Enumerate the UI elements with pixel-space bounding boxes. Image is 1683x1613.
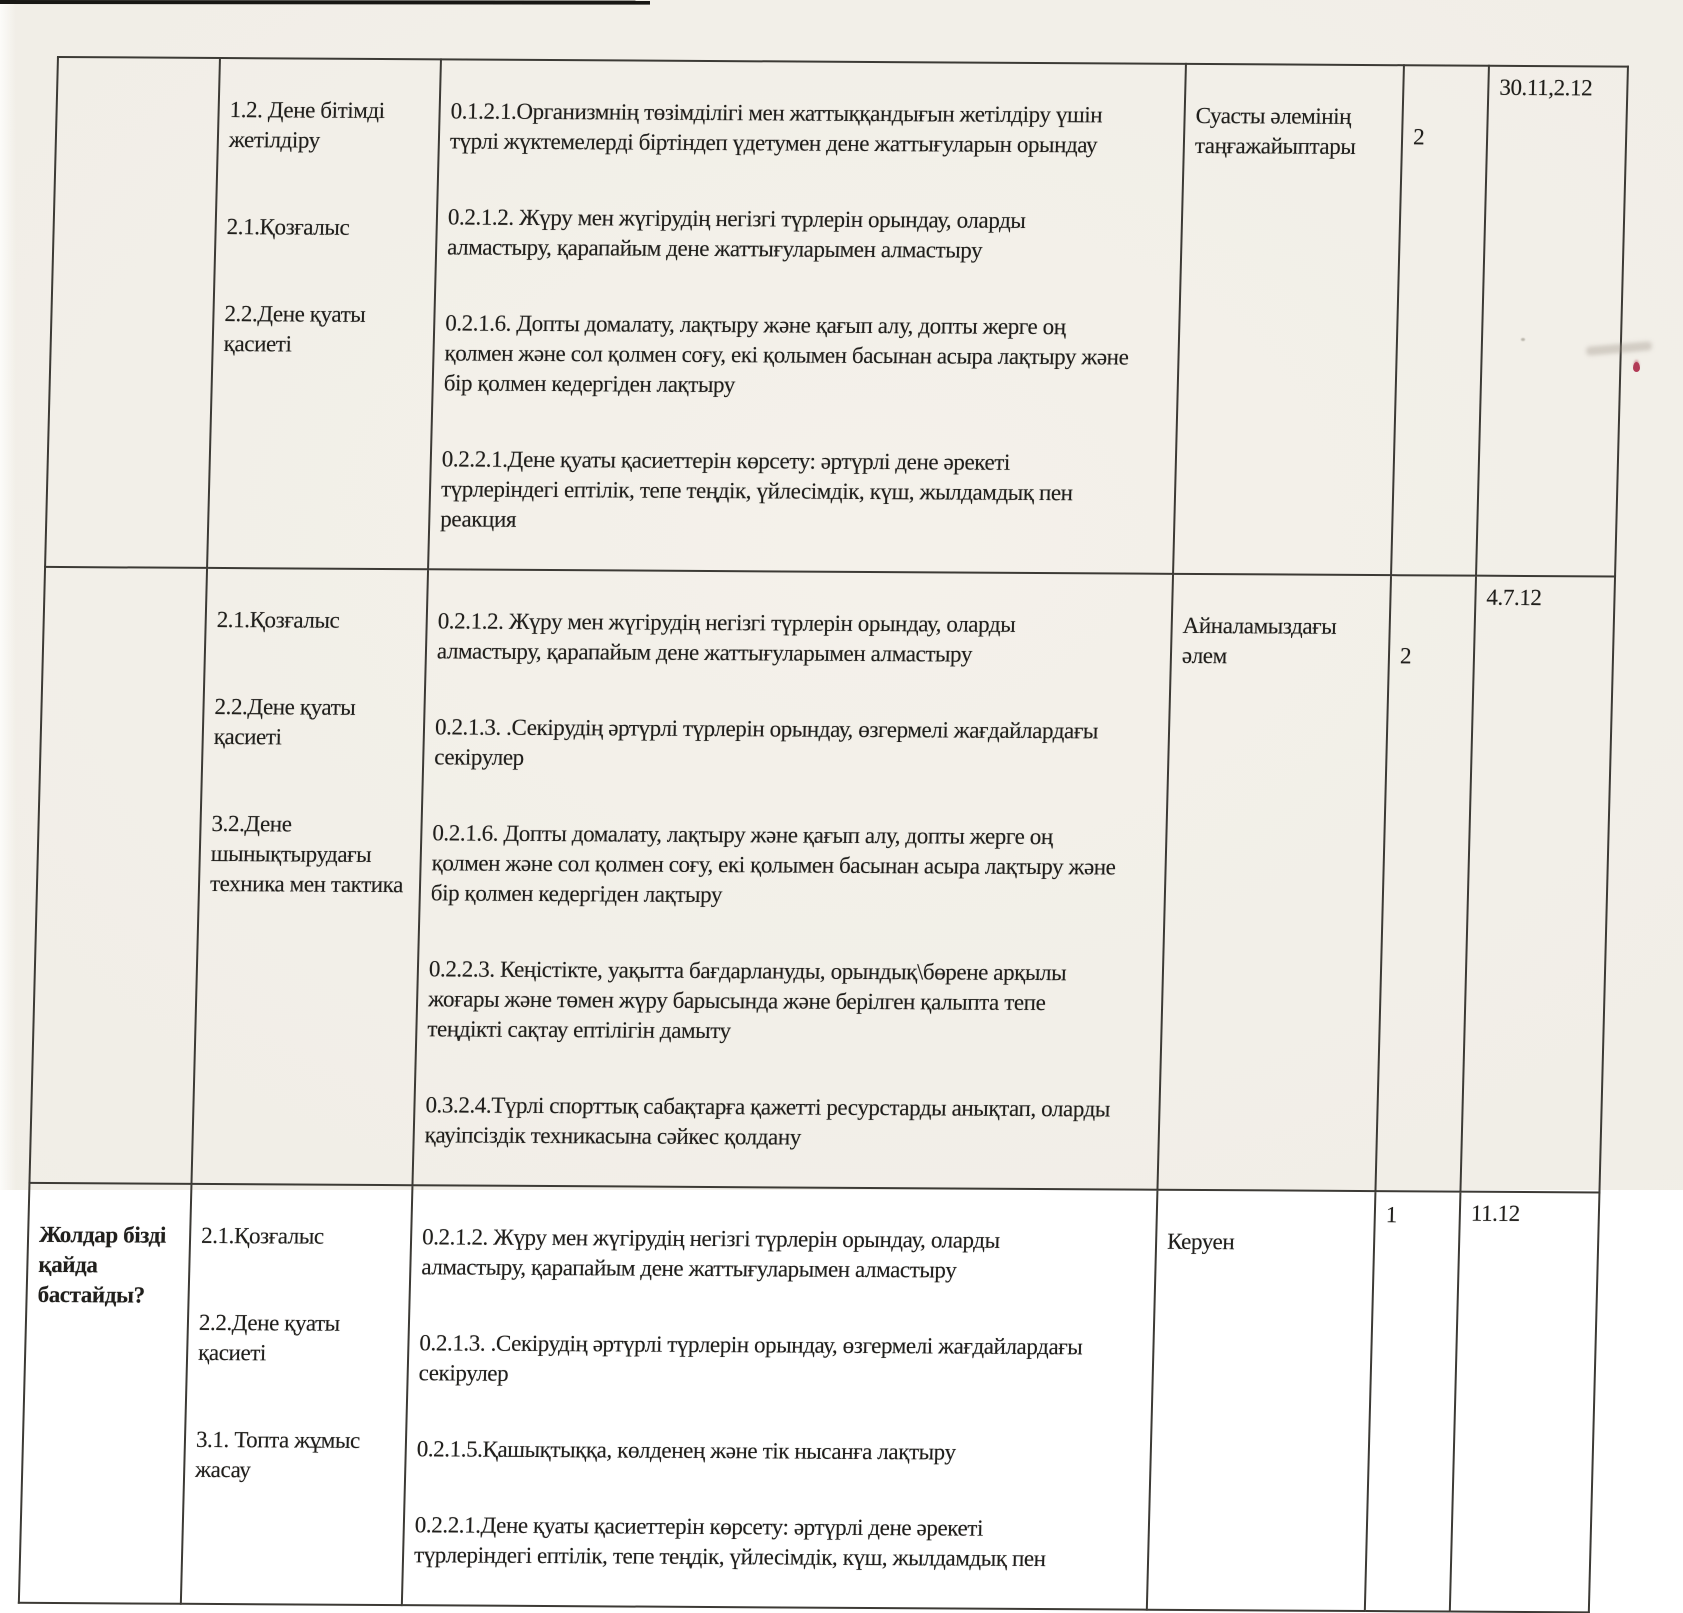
scan-artifact-top-line bbox=[0, 0, 650, 5]
objectives-cell bbox=[402, 1185, 1158, 1609]
objective-item: 0.2.1.6. Допты домалату, лақтыру және қағып алу, допты жерге оң қолмен және сол қолмен соғу, екі қолымен басынан асыра лақтыру және бір қолмен кедергіден лақтыру bbox=[443, 310, 1129, 398]
lesson-plan-grid bbox=[18, 56, 1629, 1613]
subsections-cell bbox=[207, 58, 441, 569]
unit-cell bbox=[29, 567, 207, 1184]
table-row bbox=[29, 567, 1615, 1193]
table-row bbox=[19, 1183, 1600, 1613]
hours-value: 2 bbox=[1399, 643, 1412, 669]
dates-cell bbox=[1476, 66, 1628, 577]
objective-item: 0.2.1.3. .Секірудің әртүрлі түрлерін орындау, өзгермелі жағдайлардағы секірулер bbox=[418, 1330, 1083, 1386]
subsection-item: 2.2.Дене қуаты қасиеті bbox=[213, 693, 356, 750]
objective-item: 0.2.1.2. Жүру мен жүгірудің негізгі түрлерін орындау, оларды алмастыру, қарапайым дене жаттығуларымен алмастыру bbox=[421, 1224, 1001, 1283]
unit-cell bbox=[19, 1183, 192, 1604]
objective-item: 0.2.2.3. Кеңістікте, уақытта бағдарлануды, орындық\бөрене арқылы жоғары және төмен жүру барысында және берілген қалыпта тепе теңдікті сақтау ептілігін дамыту bbox=[427, 956, 1067, 1044]
subsection-item: 2.1.Қозғалыс bbox=[226, 214, 350, 240]
objective-item: 0.2.2.1.Дене қуаты қасиеттерін көрсету: әртүрлі дене әрекеті түрлеріндегі ептілік, тепе теңдік, үйлесімдік, күш, жылдамдық пен реакция bbox=[440, 446, 1073, 532]
objective-item: 0.1.2.1.Организмнің төзімділігі мен жаттыққандығын жетілдіру үшін түрлі жүктемелерді біртіндеп үдетумен дене жаттығуларын орындау bbox=[449, 98, 1103, 158]
hours-value: 2 bbox=[1412, 124, 1425, 150]
dates-value: 30.11,2.12 bbox=[1499, 74, 1593, 101]
objective-item: 0.3.2.4.Түрлі спорттық сабақтарға қажетті ресурстарды анықтап, оларды қауіпсіздік техникасына сәйкес қолдану bbox=[424, 1092, 1111, 1150]
topic-label: Айналамыздағы әлем bbox=[1181, 612, 1337, 669]
topic-cell bbox=[1147, 1190, 1376, 1611]
scan-speck bbox=[1521, 338, 1525, 341]
topic-cell bbox=[1157, 574, 1391, 1191]
hours-value: 1 bbox=[1385, 1202, 1398, 1228]
dates-cell bbox=[1460, 576, 1615, 1193]
objective-item: 0.2.1.2. Жүру мен жүгірудің негізгі түрлерін орындау, оларды алмастыру, қарапайым дене жаттығуларымен алмастыру bbox=[446, 204, 1026, 263]
objective-item: 0.2.1.6. Допты домалату, лақтыру және қағып алу, допты жерге оң қолмен және сол қолмен соғу, екі қолымен басынан асыра лақтыру және бір қолмен кедергіден лақтыру bbox=[430, 820, 1116, 908]
subsection-item: 3.1. Топта жұмыс жасау bbox=[194, 1426, 361, 1483]
hours-cell bbox=[1391, 65, 1489, 575]
objective-item: 0.2.1.2. Жүру мен жүгірудің негізгі түрлерін орындау, оларды алмастыру, қарапайым дене жаттығуларымен алмастыру bbox=[436, 608, 1016, 667]
unit-title: Жолдар бізді қайда бастайды? bbox=[37, 1221, 167, 1308]
unit-cell bbox=[45, 57, 220, 568]
subsection-item: 2.1.Қозғалыс bbox=[200, 1222, 325, 1249]
topic-label: Керуен bbox=[1166, 1228, 1235, 1255]
topic-label: Суасты әлемінің таңғажайыптары bbox=[1194, 102, 1356, 159]
subsection-item: 3.2.Дене шынықтырудағы техника мен тактика bbox=[209, 810, 404, 898]
hours-cell bbox=[1375, 575, 1476, 1191]
objective-item: 0.2.2.1.Дене қуаты қасиеттерін көрсету: әртүрлі дене әрекеті түрлеріндегі ептілік, тепе теңдік, үйлесімдік, күш, жылдамдық пен bbox=[413, 1512, 1046, 1572]
dates-value: 4.7.12 bbox=[1486, 584, 1542, 611]
dates-value: 11.12 bbox=[1470, 1200, 1521, 1226]
objectives-cell bbox=[412, 569, 1173, 1189]
subsection-item: 2.2.Дене қуаты қасиеті bbox=[223, 301, 366, 357]
topic-cell bbox=[1173, 64, 1404, 575]
hours-cell bbox=[1365, 1191, 1461, 1611]
curriculum-table bbox=[18, 56, 1627, 1613]
subsections-cell bbox=[191, 568, 428, 1185]
subsection-item: 2.1.Қозғалыс bbox=[216, 606, 340, 633]
objectives-cell bbox=[428, 59, 1186, 573]
subsection-item: 2.2.Дене қуаты қасиеті bbox=[197, 1309, 341, 1366]
dates-cell bbox=[1450, 1192, 1600, 1613]
objective-item: 0.2.1.3. .Секірудің әртүрлі түрлерін орындау, өзгермелі жағдайлардағы секірулер bbox=[433, 714, 1099, 770]
subsection-item: 1.2. Дене бітімді жетілдіру bbox=[228, 97, 386, 153]
table-row bbox=[45, 57, 1628, 577]
red-ink-mark bbox=[1633, 362, 1640, 372]
objective-item: 0.2.1.5.Қашықтыққа, көлденең және тік нысанға лақтыру bbox=[416, 1436, 956, 1465]
subsections-cell bbox=[181, 1184, 413, 1605]
